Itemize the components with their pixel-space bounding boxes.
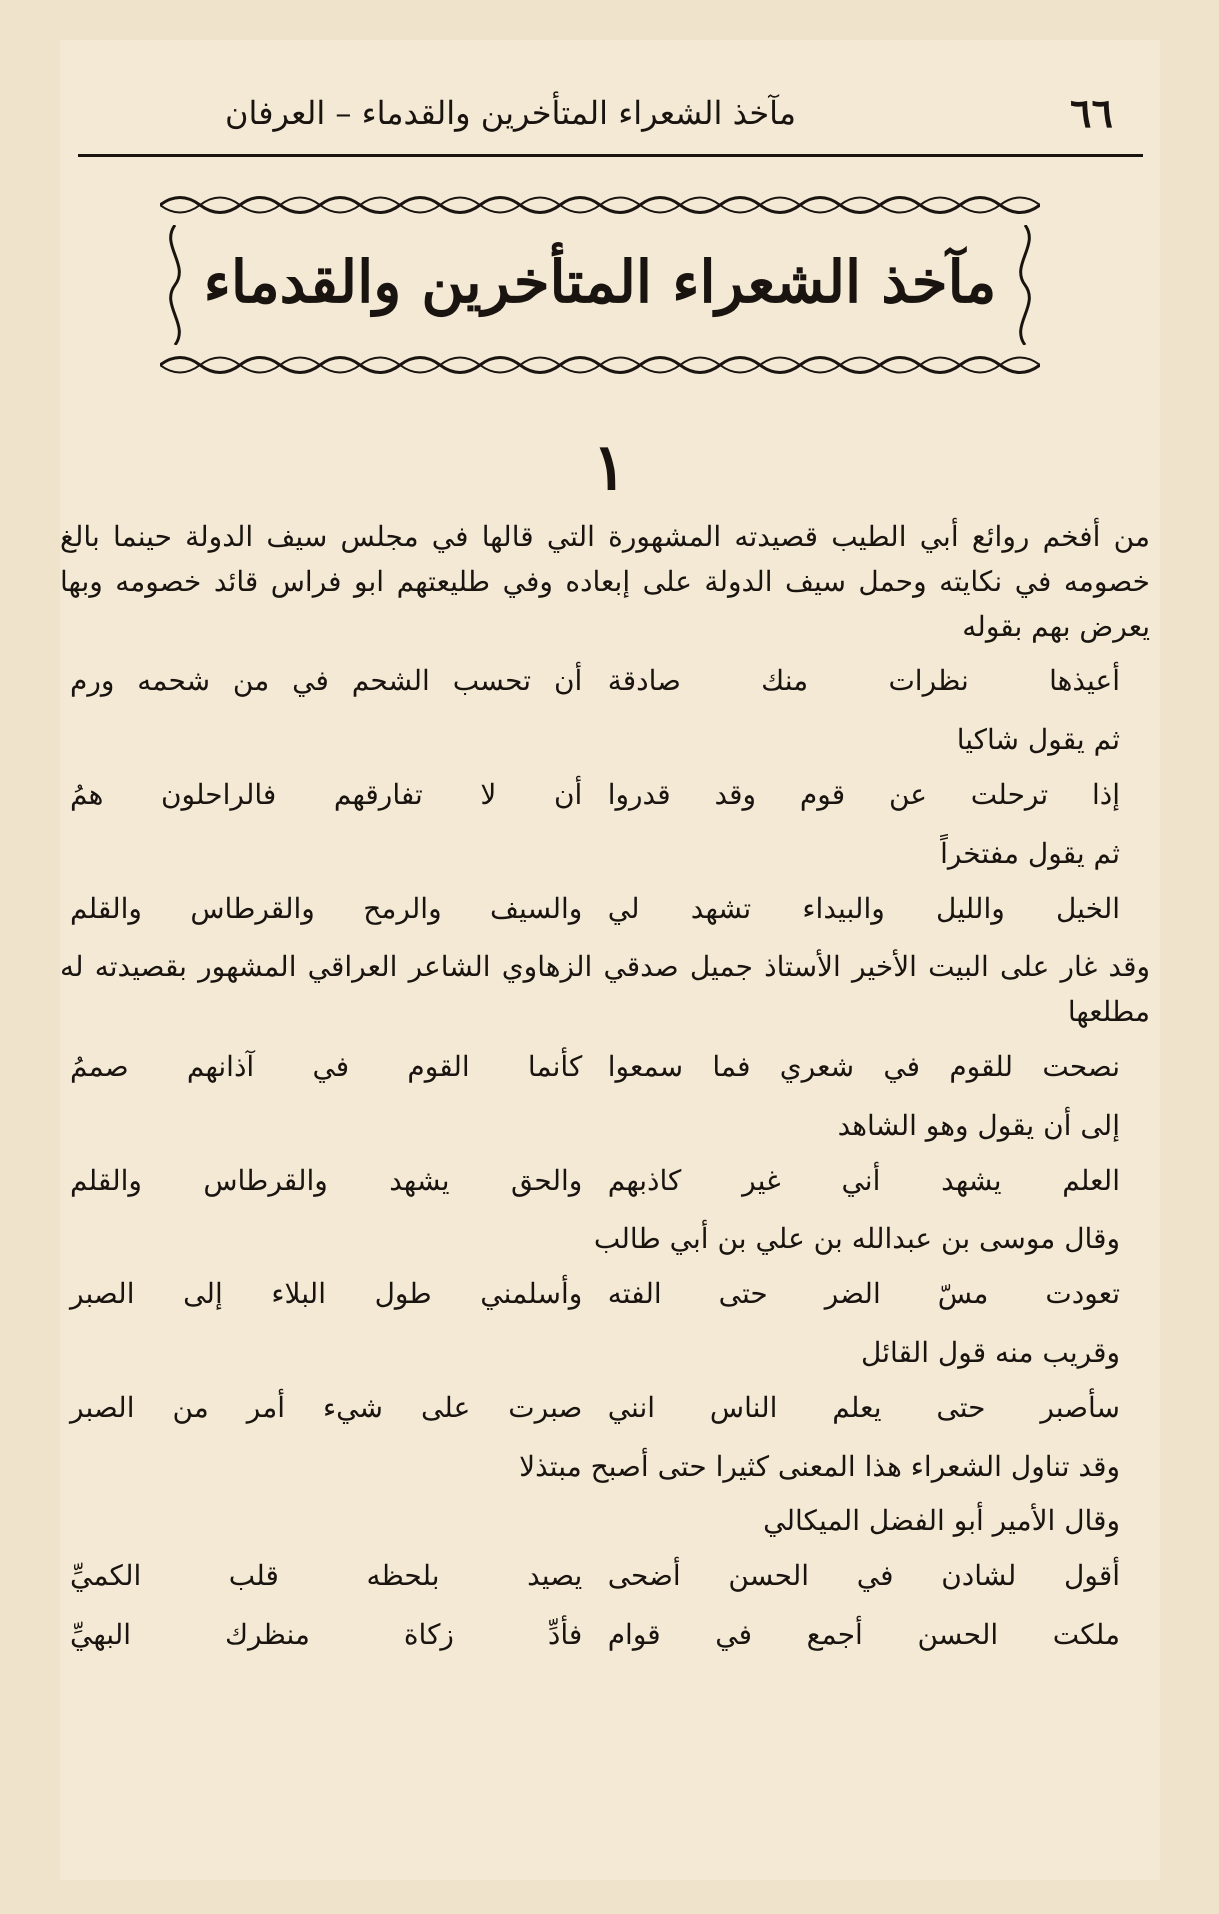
verse-first-hemistich: أقول لشادن في الحسن أضحى [607,1559,1120,1593]
verse-line [60,1613,1150,1658]
page-number: ٦٦ [1070,90,1113,137]
title-ornament-frame [160,190,1040,380]
verse-first-hemistich: العلم يشهد أني غير كاذبهم [607,1163,1120,1197]
prose-paragraph: وقريب منه قول القائل [861,1335,1120,1369]
verse-first-hemistich: أعيذها نظرات منك صادقة [607,664,1120,698]
verse-second-hemistich: والسيف والرمح والقرطاس والقلم [70,891,583,925]
ornament-band-top [160,190,1040,220]
prose-paragraph: وقد تناول الشعراء هذا المعنى كثيرا حتى أصبح مبتذلا [519,1449,1120,1483]
verse-line [60,773,1150,818]
verse-second-hemistich: صبرت على شيء أمر من الصبر [70,1390,583,1424]
prose-paragraph: إلى أن يقول وهو الشاهد [837,1108,1120,1142]
verse-first-hemistich: ملكت الحسن أجمع في قوام [607,1617,1120,1651]
header-rule [78,154,1143,157]
ornament-scroll-right [1010,225,1040,345]
verse-second-hemistich: كأنما القوم في آذانهم صممُ [70,1049,583,1083]
article-title: مآخذ الشعراء المتأخرين والقدماء [203,248,997,316]
verse-line [60,887,1150,932]
page-header [78,90,1143,150]
verse-second-hemistich: أن تحسب الشحم في من شحمه ورم [70,664,583,698]
prose-paragraph: وقال الأمير أبو الفضل الميكالي [763,1504,1120,1538]
section-number: ١ [592,430,627,505]
running-title: مآخذ الشعراء المتأخرين والقدماء – العرفان [224,94,797,132]
verse-line [60,1159,1150,1204]
verse-second-hemistich: فأدِّ زكاة منظرك البهيِّ [70,1617,583,1651]
verse-second-hemistich: وأسلمني طول البلاء إلى الصبر [70,1277,583,1311]
verse-line [60,1045,1150,1090]
verse-first-hemistich: تعودت مسّ الضر حتى الفته [607,1277,1120,1311]
verse-second-hemistich: والحق يشهد والقرطاس والقلم [70,1163,583,1197]
verse-line [60,1554,1150,1599]
verse-first-hemistich: سأصبر حتى يعلم الناس انني [607,1390,1120,1424]
prose-paragraph: وقد غار على البيت الأخير الأستاذ جميل صدقي الزهاوي الشاعر العراقي المشهور بقصيدته له مطلعها [60,950,1150,1029]
verse-line [60,659,1150,704]
verse-first-hemistich: إذا ترحلت عن قوم وقد قدروا [607,777,1120,811]
prose-paragraph: وقال موسى بن عبدالله بن علي بن أبي طالب [593,1222,1120,1256]
ornament-scroll-left [160,225,190,345]
verse-second-hemistich: يصيد بلحظه قلب الكميِّ [70,1559,583,1593]
ornament-band-bottom [160,350,1040,380]
verse-first-hemistich: الخيل والليل والبيداء تشهد لي [607,891,1120,925]
verse-first-hemistich: نصحت للقوم في شعري فما سمعوا [607,1049,1120,1083]
prose-paragraph: من أفخم روائع أبي الطيب قصيدته المشهورة التي قالها في مجلس سيف الدولة حينما بالغ خصومه في نكايته وحمل سيف الدولة على إبعاده وفي طليعتهم ابو فراس قائد خصومه وبها يعرض بهم بقوله [60,520,1150,643]
verse-second-hemistich: أن لا تفارقهم فالراحلون همُ [70,777,583,811]
prose-paragraph: ثم يقول شاكيا [956,723,1120,757]
article-body [60,515,1150,1672]
prose-paragraph: ثم يقول مفتخراً [940,836,1120,870]
verse-line [60,1386,1150,1431]
verse-line [60,1272,1150,1317]
